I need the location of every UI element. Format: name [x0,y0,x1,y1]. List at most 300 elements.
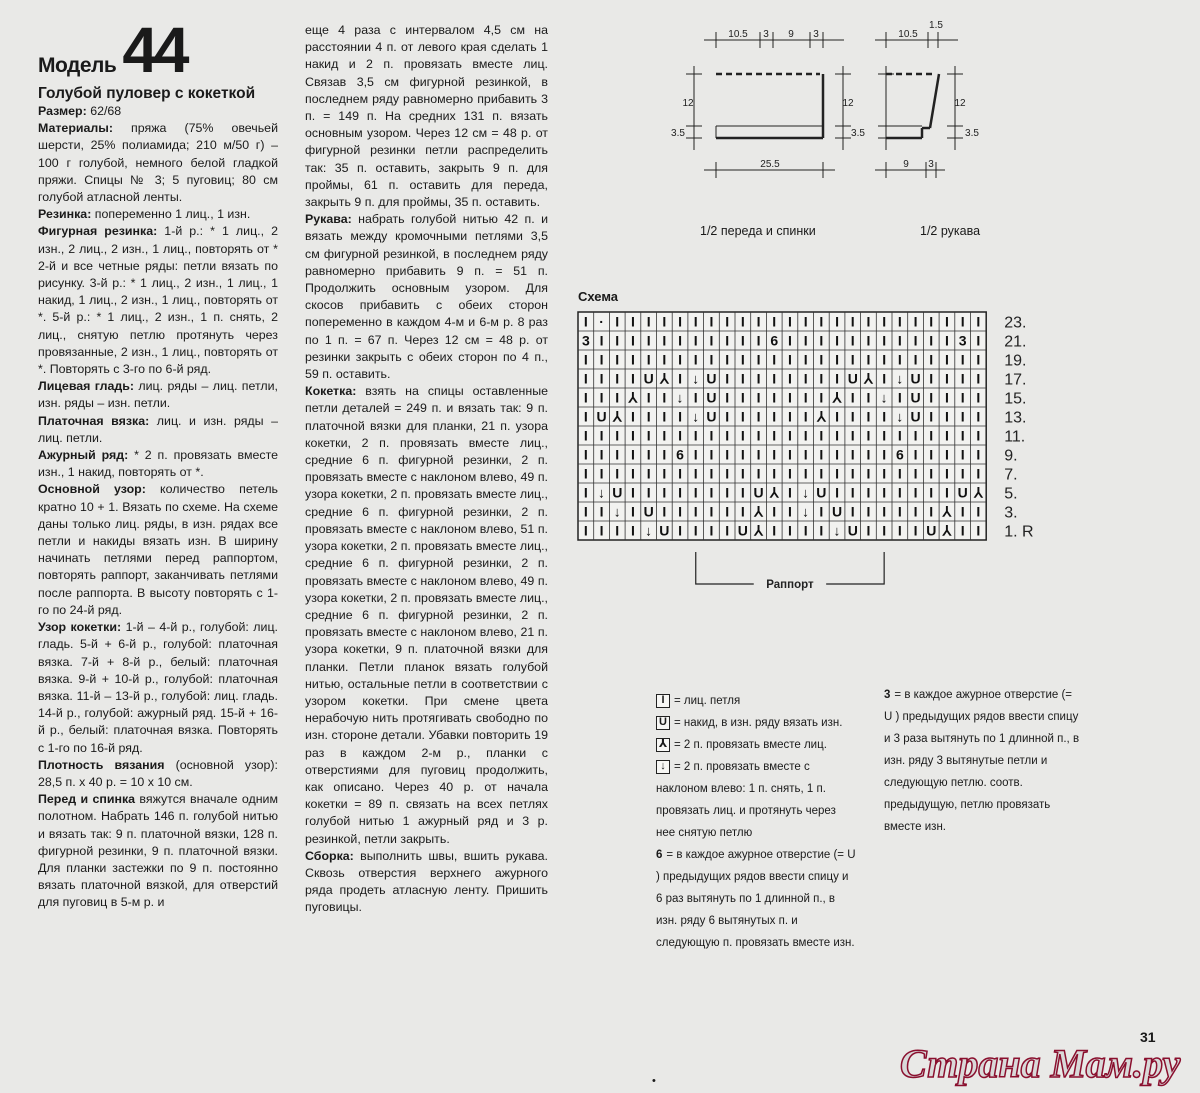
ssk-symbol: ↓ [692,370,700,387]
yarn-over-symbol: U [753,484,764,501]
knit-stitch-symbol: I [646,408,651,425]
yarn-over-symbol: U [910,389,921,406]
knit-stitch-symbol: I [976,332,981,349]
knit-stitch-symbol: I [772,351,777,368]
yarn-over-symbol: U [706,370,717,387]
knit-stitch-symbol: I [725,351,730,368]
knit-stitch-symbol: I [709,332,714,349]
knit-stitch-symbol: I [929,370,934,387]
knit-stitch-symbol: I [882,446,887,463]
knit-stitch-symbol: I [615,522,620,539]
knit-stitch-symbol: I [583,484,588,501]
dim-sleeve-rib: 3.5 [965,128,979,139]
knit-stitch-symbol: I [945,446,949,463]
paragraph-label: Кокетка: [305,384,357,399]
garment-diagrams [660,18,1020,218]
site-watermark: Страна Мам.ру [900,1041,1181,1086]
knit-stitch-symbol: I [803,465,808,482]
dim-front-rib-left: 3.5 [671,128,685,139]
paragraph [38,481,278,619]
knit-stitch-symbol: I [725,465,730,482]
yarn-over-symbol: U [643,370,654,387]
knit-stitch-symbol: I [882,522,887,539]
k2tog-symbol: ⅄ [612,408,622,425]
knit-stitch-symbol: I [662,332,667,349]
knit-stitch-symbol: I [960,465,965,482]
knit-stitch-symbol: I [678,465,682,482]
paragraph-text: еще 4 раза с интервалом 4,5 см на расстоянии 4 п. от левого края сделать 1 накид и 2 п. провязать вместе лиц. Связав 3,5 см фигурной резинкой, в последнем ряду равномерно прибавить 3 п. = 149 п. На средних 131 п. вязать основным узором. Через 12 см = 48 р. от фигурной резинки петли распределить так: 35 п. оставить, закрыть 9 п. для проймы, 61 п. оставить для переда, закрыть 9 п. для проймы, 35 п. оставить. [305,23,548,210]
pull-six-symbol: 6 [895,446,904,463]
knit-stitch-symbol: I [850,465,855,482]
knit-stitch-symbol: I [976,427,981,444]
dim-front-top-4: 3 [813,29,819,40]
paragraph-text: выполнить швы, вшить рукава. Сквозь отверстия верхнего ажурного ряда продеть атласную ленту. Пришить пуговицы. [305,848,548,915]
legend-item [656,844,856,954]
yarn-over-symbol: U [643,503,654,520]
knit-stitch-symbol: I [646,484,651,501]
knit-stitch-symbol: I [772,446,777,463]
knit-stitch-symbol: I [740,389,745,406]
knit-stitch-symbol: I [913,465,918,482]
knit-stitch-symbol: I [819,370,824,387]
knit-stitch-symbol: I [599,503,604,520]
knit-stitch-symbol: I [615,351,620,368]
knit-stitch-symbol: I [897,503,902,520]
paragraph-label: Плотность вязания [38,757,165,772]
legend-text: = 2 п. провязать вместе с наклоном влево: 1 п. снять, 1 п. провязать лиц. и протянуть через нее снятую петлю [656,761,836,839]
knit-stitch-symbol: I [835,465,839,482]
knit-stitch-symbol: I [897,484,902,501]
knit-stitch-symbol: I [788,313,792,330]
knit-stitch-symbol: I [788,408,792,425]
k2tog-symbol: ⅄ [769,484,779,501]
knit-stitch-symbol: I [631,522,635,539]
knit-stitch-symbol: I [772,503,777,520]
knit-stitch-symbol: I [615,313,620,330]
knit-stitch-symbol: I [835,370,839,387]
dim-front-rib-right: 3.5 [851,128,865,139]
knit-stitch-symbol: I [599,446,604,463]
knit-stitch-symbol: I [882,503,887,520]
knit-stitch-symbol: I [788,351,792,368]
knit-stitch-symbol: I [866,503,871,520]
yarn-over-symbol: U [831,503,843,520]
knit-stitch-symbol: I [929,503,934,520]
knit-stitch-symbol: I [631,313,635,330]
k2tog-symbol: ⅄ [832,389,842,406]
knit-stitch-symbol: I [583,465,588,482]
knit-stitch-symbol: I [678,370,682,387]
knit-stitch-symbol: I [960,351,965,368]
knit-stitch-symbol: I [897,465,902,482]
knit-stitch-symbol: I [882,484,887,501]
knit-stitch-symbol: I [945,351,949,368]
knit-stitch-symbol: I [897,351,902,368]
text-column-1 [38,14,278,912]
model-label: Модель [38,53,117,77]
knit-stitch-symbol: I [693,503,698,520]
knit-stitch-symbol: I [929,332,934,349]
knit-stitch-symbol: I [615,389,620,406]
legend-text: = в каждое ажурное отверстие (= U ) предыдущих рядов ввести спицу и 6 раз вытянуть по 1 длинной п., в изн. ряду 6 вытянутых п. и следующую п. провязать вместе изн. [656,849,856,949]
knit-stitch-symbol: I [615,332,620,349]
knit-stitch-symbol: I [693,446,698,463]
knit-stitch-symbol: I [850,484,855,501]
print-mark: • [652,1075,656,1087]
yarn-over-symbol: U [706,389,717,406]
legend-item [656,756,856,844]
knit-stitch-symbol: I [725,313,730,330]
knit-stitch-symbol: I [615,465,620,482]
dim-sleeve-top-1: 10.5 [898,29,918,40]
knit-stitch-symbol: I [803,351,808,368]
knit-stitch-symbol: I [599,465,604,482]
knit-stitch-symbol: I [945,332,949,349]
knit-stitch-symbol: I [803,370,808,387]
knit-stitch-symbol: I [819,522,824,539]
knit-stitch-symbol: I [850,446,855,463]
ssk-symbol: ↓ [896,370,904,387]
knit-stitch-symbol: I [913,313,918,330]
pull-six-symbol: 6 [770,332,779,349]
knit-stitch-symbol: I [693,522,698,539]
legend-symbol: 3 [884,689,891,701]
ssk-symbol: ↓ [676,389,684,406]
knit-stitch-symbol: I [850,389,855,406]
knit-stitch-symbol: I [945,484,949,501]
knit-stitch-symbol: I [788,503,792,520]
knit-stitch-symbol: I [678,408,682,425]
row-label: 1. R [1004,523,1034,541]
knit-stitch-symbol: I [772,522,777,539]
knit-stitch-symbol: I [945,370,949,387]
knit-stitch-symbol: I [897,389,902,406]
knit-stitch-symbol: I [756,465,761,482]
knit-stitch-symbol: I [693,389,698,406]
knit-stitch-symbol: I [882,332,887,349]
page-number: 31 [1140,1029,1156,1045]
knit-stitch-symbol: I [866,446,871,463]
knit-stitch-symbol: I [976,370,981,387]
paragraph-text: взять на спицы оставленные петли деталей = 249 п. и вязать так: 9 п. платочной вязки для планки, 21 п. узора кокетки, 2 п. провязать вместе лиц., средние 6 п. фигурной резинки, 2 п. провязать вместе с наклоном влево, 49 п. узора кокетки, 2 п. провязать вместе лиц., средние 6 п. фигурной резинки, 2 п. провязать вместе с наклоном влево, 51 п. узора кокетки, 2 п. провязать вместе лиц., средние 6 п. фигурной резинки, 2 п. провязать вместе с наклоном влево, 49 п. узора кокетки, 2 п. провязать вместе лиц., средние 6 п. фигурной резинки, 2 п. провязать вместе с наклоном влево, 21 п. узора кокетки, 9 п. платочной вязки для планки. Петли планок вязать голубой нитью, остальные петли в соответствии с узором кокетки. При смене цвета нерабочую нить протягивать свободно по изн. стороне детали. Убавки повторить 19 раз в каждом 2-м р., планки с отверстиями для пуговиц продолжить, как описано. Через 40 р. от начала кокетки = 89 п. связать на всех петлях голубой нитью 1 ажурный ряд и 3 р. резинкой, петли закрыть. [305,384,548,846]
knit-stitch-symbol: I [631,351,635,368]
yarn-over-symbol: U [596,408,607,425]
pattern-title: Голубой пуловер с кокеткой [38,85,256,102]
knit-stitch-symbol: I [740,351,745,368]
knit-stitch-symbol: I [866,465,871,482]
knit-stitch-symbol: I [725,446,730,463]
legend-item [656,734,856,756]
knit-stitch-symbol: I [803,313,808,330]
knit-stitch-symbol: I [913,332,918,349]
knit-stitch-symbol: I [772,370,777,387]
knit-stitch-symbol: I [709,465,714,482]
pull-three-symbol: 3 [581,332,590,349]
repeat-label: Раппорт [766,579,814,591]
paragraph [38,619,278,757]
paragraph-label: Размер: [38,104,87,118]
knit-stitch-symbol: I [788,332,792,349]
knit-stitch-symbol: I [866,408,871,425]
knit-stitch-symbol: I [693,351,698,368]
knit-stitch-symbol: I [897,427,902,444]
paragraph-label: Платочная вязка: [38,413,150,428]
dim-sleeve-height: 12 [954,98,966,109]
knit-stitch-symbol: I [725,370,730,387]
knit-stitch-symbol: I [583,370,588,387]
yarn-over-symbol: U [659,522,670,539]
knit-stitch-symbol: I [756,427,761,444]
yarn-over-symbol: U [957,484,968,501]
knit-stitch-symbol: I [866,484,871,501]
knit-stitch-symbol: I [960,503,965,520]
dim-front-top-1: 10.5 [728,29,748,40]
knit-stitch-symbol: I [662,446,667,463]
paragraph-label: Материалы: [38,121,113,136]
knit-stitch-symbol: I [678,484,682,501]
knit-stitch-symbol: I [960,427,965,444]
legend-symbol: I [656,694,670,708]
ssk-symbol: ↓ [645,522,653,539]
knit-stitch-symbol: I [882,313,887,330]
text-column-2 [305,22,548,917]
scheme-title: Схема [578,289,619,304]
legend-symbol: U [656,716,670,730]
paragraph [305,22,548,211]
knit-stitch-symbol: I [788,389,792,406]
knit-stitch-symbol: I [678,503,682,520]
knit-stitch-symbol: I [850,408,855,425]
knit-stitch-symbol: I [740,484,745,501]
dim-sleeve-width-2: 3 [928,159,934,170]
knit-stitch-symbol: I [646,313,651,330]
knit-stitch-symbol: I [835,484,839,501]
legend-text: = лиц. петля [674,695,741,707]
row-label: 11. [1004,428,1026,446]
knit-stitch-symbol: I [756,370,761,387]
dot-symbol: · [599,313,604,330]
row-label: 9. [1004,447,1018,465]
knit-stitch-symbol: I [960,389,965,406]
knit-stitch-symbol: I [615,370,620,387]
row-label: 21. [1004,333,1027,351]
knit-stitch-symbol: I [662,389,667,406]
knit-stitch-symbol: I [756,313,761,330]
sleeve-caption: 1/2 рукава [920,224,981,238]
ssk-symbol: ↓ [802,503,810,520]
knit-stitch-symbol: I [662,427,667,444]
knit-stitch-symbol: I [631,465,635,482]
k2tog-symbol: ⅄ [974,484,983,501]
knit-stitch-symbol: I [583,446,588,463]
ssk-symbol: ↓ [613,503,621,520]
knit-stitch-symbol: I [913,427,918,444]
yarn-over-symbol: U [816,484,827,501]
knit-stitch-symbol: I [693,465,698,482]
knit-stitch-symbol: I [646,465,651,482]
knit-stitch-symbol: I [819,313,824,330]
knit-stitch-symbol: I [756,351,761,368]
knit-stitch-symbol: I [772,389,777,406]
knit-stitch-symbol: I [631,446,635,463]
k2tog-symbol: ⅄ [942,522,952,539]
knit-stitch-symbol: I [913,503,918,520]
knit-stitch-symbol: I [725,427,730,444]
yarn-over-symbol: U [706,408,717,425]
row-label: 13. [1004,409,1027,427]
paragraph [38,378,278,412]
knit-stitch-symbol: I [929,313,934,330]
knit-stitch-symbol: I [835,332,839,349]
front-back-caption: 1/2 переда и спинки [700,224,816,238]
knit-stitch-symbol: I [788,522,792,539]
knit-stitch-symbol: I [960,370,965,387]
knit-stitch-symbol: I [693,332,698,349]
knit-stitch-symbol: I [835,351,839,368]
paragraph [38,757,278,791]
knit-stitch-symbol: I [976,313,981,330]
ssk-symbol: ↓ [598,484,606,501]
knit-stitch-symbol: I [850,503,855,520]
row-label: 19. [1004,352,1027,370]
knit-stitch-symbol: I [725,522,730,539]
knit-stitch-symbol: I [709,522,714,539]
paragraph-text: количество петель кратно 10 + 1. Вязать по схеме. На схеме даны только лиц. ряды, в изн. рядах все петли и накиды вязать изн. В ширину начинать петлями перед раппортом, повторять раппорт, заканчивать петлями после раппорта. В высоту повторять с 1-го по 24-й ряд. [38,482,279,617]
knit-stitch-symbol: I [788,370,792,387]
paragraph [38,413,278,447]
knit-stitch-symbol: I [803,522,808,539]
yarn-over-symbol: U [737,522,748,539]
ssk-symbol: ↓ [880,389,888,406]
knit-stitch-symbol: I [662,484,667,501]
knit-stitch-symbol: I [693,313,698,330]
knit-stitch-symbol: I [866,389,871,406]
knit-stitch-symbol: I [819,446,824,463]
knit-stitch-symbol: I [740,427,745,444]
dim-front-top-2: 3 [763,29,769,40]
knit-stitch-symbol: I [662,408,667,425]
knit-stitch-symbol: I [631,503,635,520]
knit-stitch-symbol: I [819,351,824,368]
knit-stitch-symbol: I [897,522,902,539]
knit-stitch-symbol: I [693,427,698,444]
k2tog-symbol: ⅄ [942,503,952,520]
knit-stitch-symbol: I [976,389,981,406]
yarn-over-symbol: U [910,408,921,425]
knit-stitch-symbol: I [740,332,745,349]
knit-stitch-symbol: I [803,332,808,349]
knit-stitch-symbol: I [709,427,714,444]
paragraph-label: Ажурный ряд: [38,448,129,463]
knit-stitch-symbol: I [631,370,635,387]
knit-stitch-symbol: I [819,389,824,406]
paragraph [305,848,548,917]
knit-stitch-symbol: I [976,351,981,368]
knit-stitch-symbol: I [803,389,808,406]
knit-stitch-symbol: I [929,408,934,425]
knit-stitch-symbol: I [819,427,824,444]
paragraph [38,120,278,206]
legend-left [656,690,856,954]
knit-stitch-symbol: I [615,427,620,444]
paragraph-label: Перед и спинка [38,792,136,807]
knit-stitch-symbol: I [662,313,667,330]
paragraph-label: Основной узор: [38,482,146,497]
knit-stitch-symbol: I [740,503,745,520]
dim-sleeve-top-2: 1.5 [929,20,943,31]
knit-stitch-symbol: I [583,389,588,406]
paragraph-label: Рукава: [305,212,352,227]
knit-stitch-symbol: I [599,389,604,406]
knit-stitch-symbol: I [756,332,761,349]
paragraph-label: Лицевая гладь: [38,379,135,394]
knit-stitch-symbol: I [646,446,651,463]
dim-front-height-right: 12 [842,98,854,109]
knit-stitch-symbol: I [976,522,981,539]
knit-stitch-symbol: I [583,351,588,368]
yarn-over-symbol: U [910,370,921,387]
paragraph-label: Фигурная резинка: [38,224,158,239]
column-1-body [38,103,278,912]
knit-stitch-symbol: I [756,389,761,406]
ssk-symbol: ↓ [896,408,904,425]
knit-stitch-symbol: I [583,408,588,425]
knit-stitch-symbol: I [866,427,871,444]
knit-stitch-symbol: I [866,351,871,368]
knit-stitch-symbol: I [929,389,934,406]
knit-stitch-symbol: I [850,313,855,330]
knit-stitch-symbol: I [850,332,855,349]
knit-stitch-symbol: I [678,332,682,349]
knit-stitch-symbol: I [866,332,871,349]
knit-stitch-symbol: I [850,351,855,368]
paragraph-label: Узор кокетки: [38,620,122,635]
paragraph-text: вяжутся вначале одним полотном. Набрать 146 п. голубой нитью и вязать так: 9 п. платочной вязки, 128 п. фигурной резинки, 9 п. платочной вязки. Для планки застежки по 9 п. постоянно вязать платочной вязкой, для отверстий для пуговиц в 5-м р. и [38,792,278,910]
knit-stitch-symbol: I [631,484,635,501]
knit-stitch-symbol: I [772,408,777,425]
knit-stitch-symbol: I [772,427,777,444]
knit-stitch-symbol: I [678,427,682,444]
knit-stitch-symbol: I [599,427,604,444]
knit-stitch-symbol: I [819,332,824,349]
knit-stitch-symbol: I [583,427,588,444]
knit-stitch-symbol: I [631,332,635,349]
knit-stitch-symbol: I [945,427,949,444]
yarn-over-symbol: U [847,522,858,539]
knit-stitch-symbol: I [772,313,777,330]
knit-stitch-symbol: I [803,446,808,463]
knit-stitch-symbol: I [913,484,918,501]
knit-stitch-symbol: I [725,484,730,501]
knit-stitch-symbol: I [929,351,934,368]
legend-symbol: ⅄ [656,738,670,752]
knit-stitch-symbol: I [740,408,745,425]
knit-stitch-symbol: I [929,427,934,444]
yarn-over-symbol: U [926,522,937,539]
knit-stitch-symbol: I [599,522,604,539]
knit-stitch-symbol: I [882,408,887,425]
paragraph-text: пряжа (75% овечьей шерсти, 25% полиамида; 210 м/50 г) – 100 г голубой, немного белой гладкой пряжи. Спицы № 3; 5 пуговиц; 80 см голубой атласной ленты. [38,121,278,205]
paragraph-text: 1-й – 4-й р., голубой: лиц. гладь. 5-й + 6-й р., голубой: платочная вязка. 7-й + 8-й р., белый: платочная вязка. 9-й + 10-й р., голубой: платочная вязка. 11-й – 13-й р., голубой: лиц. гладь. 14-й р., голубой: ажурный ряд. 15-й + 16-й р., белый: платочная вязка. Повторять с 1-го по 16-й ряд. [38,620,278,755]
pull-six-symbol: 6 [676,446,684,463]
paragraph-label: Резинка: [38,207,92,222]
ssk-symbol: ↓ [802,484,810,501]
knit-stitch-symbol: I [866,313,871,330]
row-label: 15. [1004,390,1027,408]
dim-front-top-3: 9 [788,29,794,40]
knit-stitch-symbol: I [850,427,855,444]
knit-stitch-symbol: I [929,484,934,501]
